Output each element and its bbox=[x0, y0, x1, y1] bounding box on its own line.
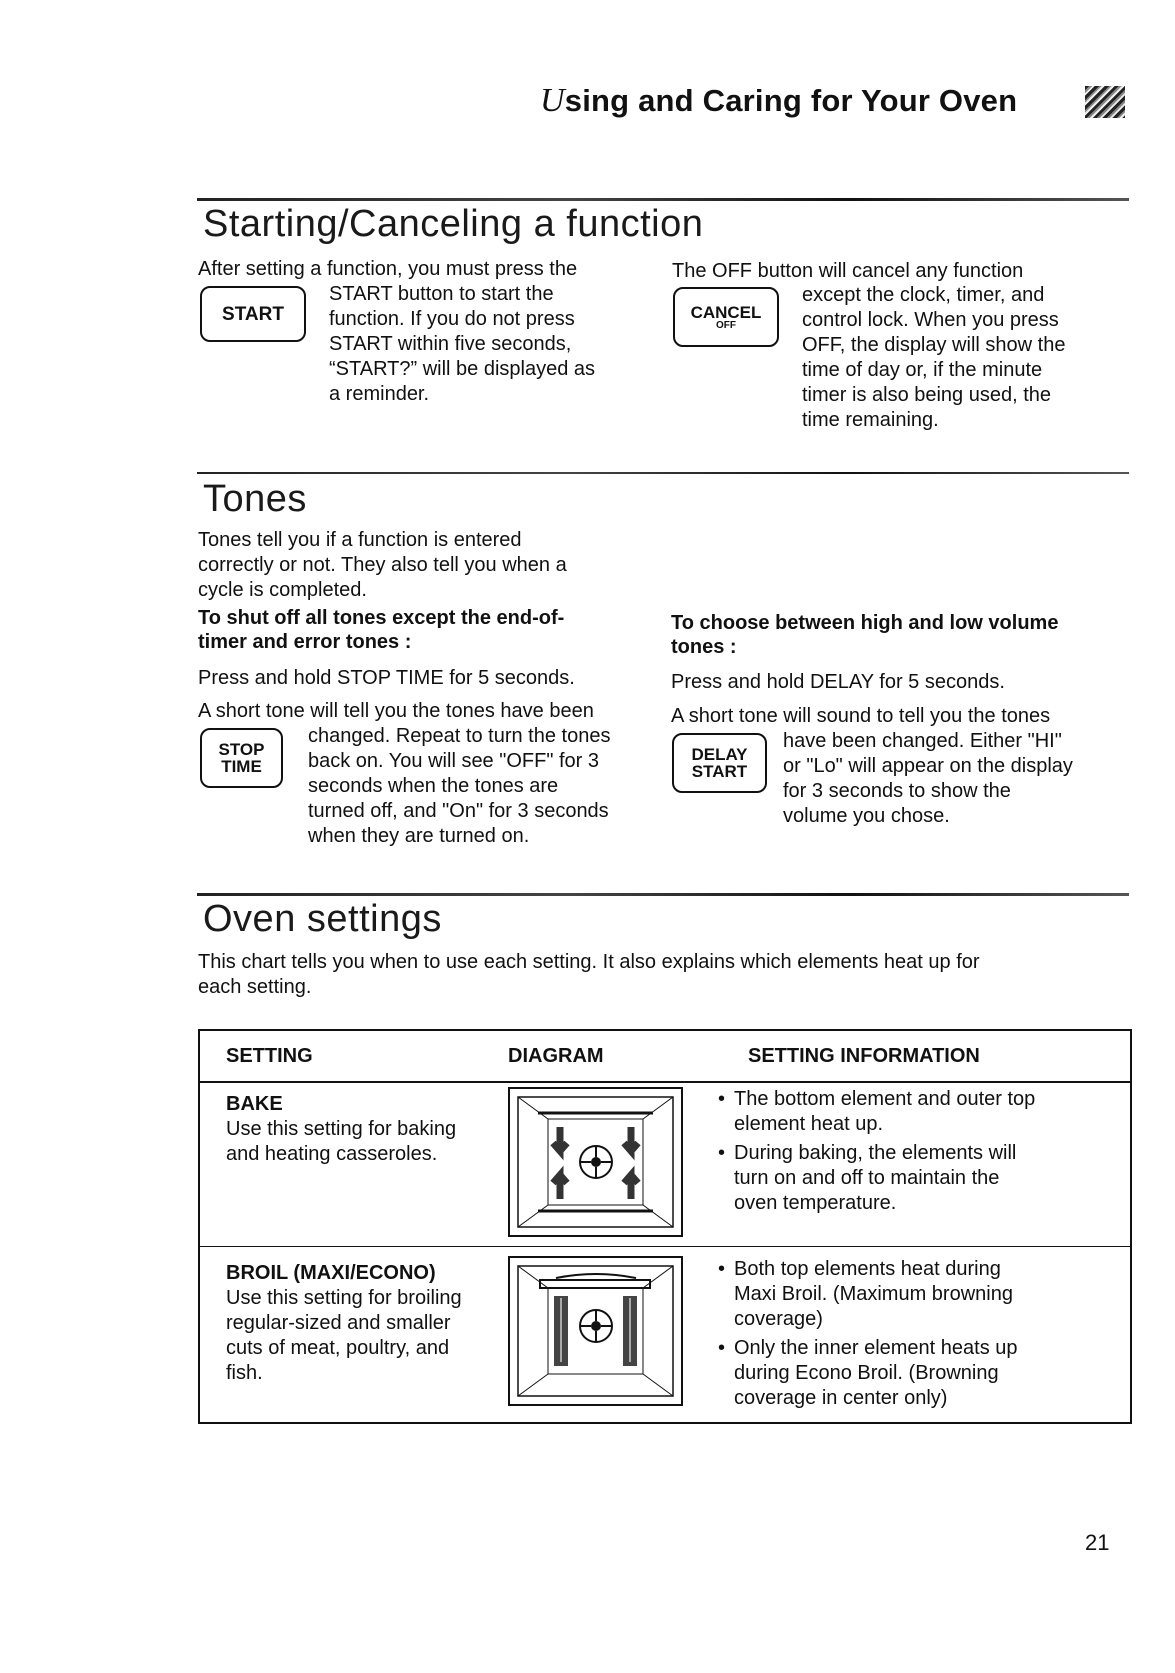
table-header-divider bbox=[200, 1081, 1130, 1083]
text-line: function. If you do not press bbox=[329, 308, 575, 330]
cancel-key-sublabel: OFF bbox=[716, 319, 736, 331]
text-line: time remaining. bbox=[802, 409, 939, 431]
broil-oven-diagram bbox=[508, 1256, 683, 1406]
text-line: • Only the inner element heats up bbox=[734, 1337, 1018, 1359]
section-heading-tones: Tones bbox=[203, 478, 307, 520]
text-line: and heating casseroles. bbox=[226, 1143, 438, 1165]
bake-oven-diagram bbox=[508, 1087, 683, 1237]
section-heading-oven: Oven settings bbox=[203, 898, 442, 940]
text-line: have been changed. Either "HI" bbox=[783, 730, 1062, 752]
column-header-diagram: DIAGRAM bbox=[508, 1045, 604, 1067]
text-line: regular-sized and smaller bbox=[226, 1312, 451, 1334]
text-line: except the clock, timer, and bbox=[802, 284, 1045, 306]
tones-right-text bbox=[783, 729, 1073, 829]
text-line: Maxi Broil. (Maximum browning bbox=[734, 1283, 1013, 1305]
start-key-icon bbox=[200, 286, 306, 342]
text-line: coverage in center only) bbox=[734, 1387, 948, 1409]
text-line: element heat up. bbox=[734, 1113, 883, 1135]
text-line: volume you chose. bbox=[783, 805, 950, 827]
table-row-divider bbox=[200, 1246, 1130, 1247]
starting-left-text bbox=[329, 282, 595, 407]
text-line: timer and error tones : bbox=[198, 631, 412, 653]
section-divider bbox=[197, 472, 1129, 474]
text-line: turned off, and "On" for 3 seconds bbox=[308, 800, 609, 822]
starting-right-text bbox=[802, 283, 1065, 433]
delay-key-bottom-label: START bbox=[691, 762, 748, 781]
text-line: when they are turned on. bbox=[308, 825, 530, 847]
text-line: turn on and off to maintain the bbox=[734, 1167, 1000, 1189]
text-line: oven temperature. bbox=[734, 1192, 897, 1214]
column-header-info: SETTING INFORMATION bbox=[748, 1045, 980, 1067]
bake-info-list bbox=[716, 1087, 1116, 1220]
text-line: timer is also being used, the bbox=[802, 384, 1052, 406]
text-line: This chart tells you when to use each setting. It also explains which elements heat up for bbox=[198, 951, 980, 973]
text-line: Use this setting for broiling bbox=[226, 1287, 462, 1309]
text-line: a reminder. bbox=[329, 383, 430, 405]
section-heading-starting: Starting/Canceling a function bbox=[203, 203, 704, 245]
tones-left-text bbox=[308, 724, 610, 849]
text-line: Use this setting for baking bbox=[226, 1118, 457, 1140]
text-line: • The bottom element and outer top bbox=[734, 1088, 1036, 1110]
tones-left-press: Press and hold STOP TIME for 5 seconds. bbox=[198, 667, 575, 689]
tones-right-subheading bbox=[671, 611, 1058, 659]
page-header-title bbox=[540, 82, 1017, 120]
info-bullet bbox=[716, 1141, 1116, 1216]
text-line: • Both top elements heat during bbox=[734, 1258, 1001, 1280]
text-line: OFF, the display will show the bbox=[802, 334, 1066, 356]
text-line: control lock. When you press bbox=[802, 309, 1059, 331]
setting-name: BAKE bbox=[226, 1093, 283, 1115]
start-key-label: START bbox=[222, 303, 284, 325]
info-bullet bbox=[716, 1087, 1116, 1137]
setting-description bbox=[226, 1286, 462, 1386]
header-title-rest: sing and Caring for Your Oven bbox=[564, 83, 1018, 118]
cancel-key-label: CANCEL bbox=[690, 302, 762, 322]
text-line: cycle is completed. bbox=[198, 579, 367, 601]
info-bullet bbox=[716, 1257, 1116, 1332]
tones-right-intro: A short tone will sound to tell you the tones bbox=[671, 705, 1051, 727]
header-decoration-icon bbox=[1085, 86, 1125, 118]
text-line: each setting. bbox=[198, 976, 312, 998]
setting-description bbox=[226, 1117, 456, 1167]
setting-name: BROIL (MAXI/ECONO) bbox=[226, 1262, 436, 1284]
text-line: Tones tell you if a function is entered bbox=[198, 529, 522, 551]
oven-intro bbox=[198, 950, 980, 1000]
starting-right-intro: The OFF button will cancel any function bbox=[672, 260, 1024, 282]
text-line: cuts of meat, poultry, and bbox=[226, 1337, 450, 1359]
tones-left-intro: A short tone will tell you the tones have been bbox=[198, 700, 594, 722]
delay-start-key-icon bbox=[672, 733, 767, 793]
text-line: START within five seconds, bbox=[329, 333, 572, 355]
text-line: To choose between high and low volume bbox=[671, 612, 1059, 634]
column-header-setting: SETTING bbox=[226, 1045, 313, 1067]
text-line: • During baking, the elements will bbox=[734, 1142, 1017, 1164]
text-line: correctly or not. They also tell you when a bbox=[198, 554, 567, 576]
text-line: tones : bbox=[671, 636, 737, 658]
text-line: back on. You will see "OFF" for 3 bbox=[308, 750, 600, 772]
tones-intro bbox=[198, 528, 567, 603]
delay-key-top-label: DELAY bbox=[691, 745, 748, 764]
page-number: 21 bbox=[1085, 1530, 1110, 1555]
text-line: for 3 seconds to show the bbox=[783, 780, 1011, 802]
oven-settings-table bbox=[198, 1029, 1132, 1424]
text-line: changed. Repeat to turn the tones bbox=[308, 725, 611, 747]
text-line: “START?” will be displayed as bbox=[329, 358, 596, 380]
text-line: fish. bbox=[226, 1362, 263, 1384]
tones-left-subheading bbox=[198, 606, 564, 654]
text-line: START button to start the bbox=[329, 283, 554, 305]
header-title-initial: U bbox=[540, 82, 565, 119]
text-line: during Econo Broil. (Browning bbox=[734, 1362, 999, 1384]
text-line: seconds when the tones are bbox=[308, 775, 559, 797]
broil-info-list bbox=[716, 1257, 1116, 1415]
text-line: time of day or, if the minute bbox=[802, 359, 1043, 381]
stop-key-top-label: STOP bbox=[218, 740, 265, 759]
text-line: coverage) bbox=[734, 1308, 823, 1330]
cancel-key-icon bbox=[673, 287, 779, 347]
section-divider bbox=[197, 893, 1129, 896]
text-line: or "Lo" will appear on the display bbox=[783, 755, 1073, 777]
section-divider bbox=[197, 198, 1129, 201]
stop-key-bottom-label: TIME bbox=[221, 757, 262, 776]
text-line: To shut off all tones except the end-of- bbox=[198, 607, 565, 629]
stop-time-key-icon bbox=[200, 728, 283, 788]
info-bullet bbox=[716, 1336, 1116, 1411]
starting-left-intro: After setting a function, you must press the bbox=[198, 258, 578, 280]
tones-right-press: Press and hold DELAY for 5 seconds. bbox=[671, 671, 1005, 693]
